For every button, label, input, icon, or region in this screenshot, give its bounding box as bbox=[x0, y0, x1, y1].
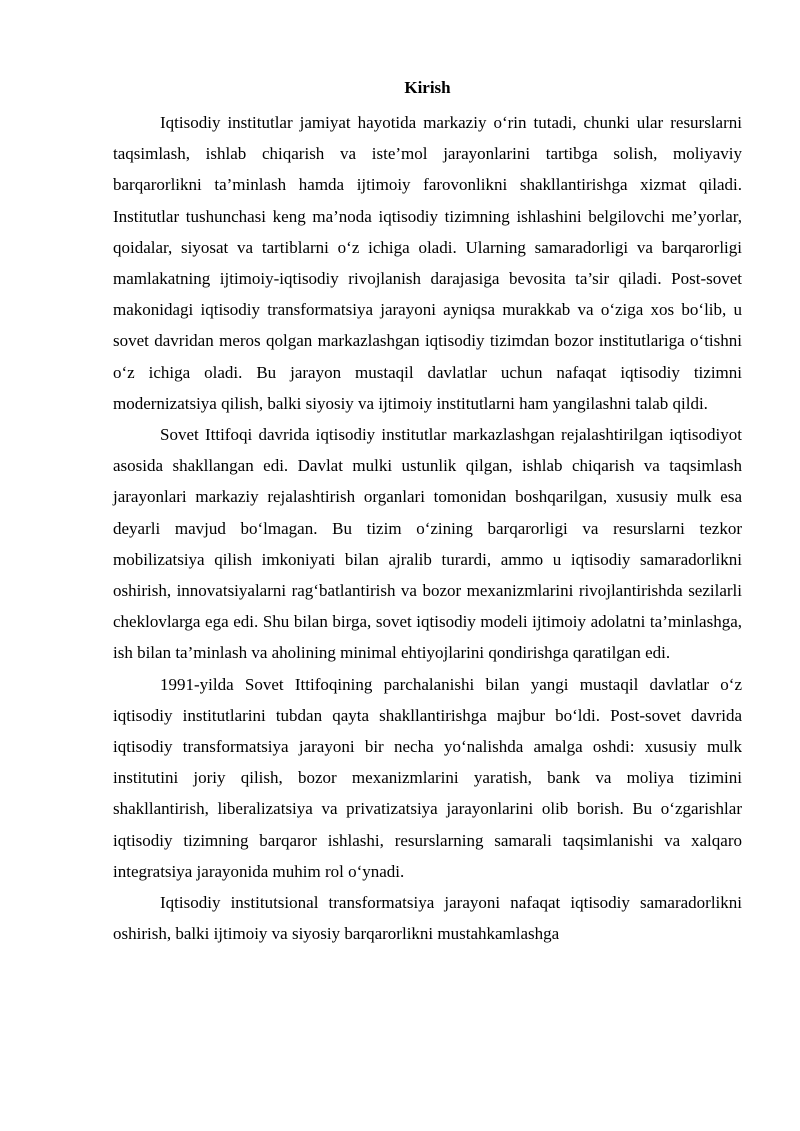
paragraph-2: Sovet Ittifoqi davrida iqtisodiy institutlar markazlashgan rejalashtirilgan iqtisodiyot asosida shakllangan edi. Davlat mulki ustunlik qilgan, ishlab chiqarish va taqsimlash jarayonlari markaziy rejalashtirish organlari tomonidan boshqarilgan, xususiy mulk esa deyarli mavjud bo‘lmagan. Bu tizim o‘zining barqarorligi va resurslarni tezkor mobilizatsiya qilish imkoniyati bilan ajralib turardi, ammo u iqtisodiy samaradorlikni oshirish, innovatsiyalarni rag‘batlantirish va bozor mexanizmlarini rivojlantirishda sezilarli cheklovlarga ega edi. Shu bilan birga, sovet iqtisodiy modeli ijtimoiy adolatni ta’minlashga, ish bilan ta’minlash va aholining minimal ehtiyojlarini qondirishga qaratilgan edi. bbox=[113, 425, 742, 663]
paragraph-3: 1991-yilda Sovet Ittifoqining parchalanishi bilan yangi mustaqil davlatlar o‘z iqtisodiy institutlarini tubdan qayta shakllantirishga majbur bo‘ldi. Post-sovet davrida iqtisodiy transformatsiya jarayoni bir necha yo‘nalishda amalga oshdi: xususiy mulk institutini joriy qilish, bozor mexanizmlarini yaratish, bank va moliya tizimini shakllantirish, liberalizatsiya va privatizatsiya jarayonlarini olib borish. Bu o‘zgarishlar iqtisodiy tizimning barqaror ishlashi, resurslarning samarali taqsimlanishi va xalqaro integratsiya jarayonida muhim rol o‘ynadi. bbox=[113, 674, 742, 881]
paragraph-4: Iqtisodiy institutsional transformatsiya jarayoni nafaqat iqtisodiy samaradorlikni oshirish, balki ijtimoiy va siyosiy barqarorlikni mustahkamlashga bbox=[113, 893, 742, 944]
paragraph-1: Iqtisodiy institutlar jamiyat hayotida markaziy o‘rin tutadi, chunki ular resurslarni taqsimlash, ishlab chiqarish va iste’mol jarayonlarini tartibga solish, moliyaviy barqarorlikni ta’minlash hamda ijtimoiy farovonlikni shakllantirishga xizmat qiladi. Institutlar tushunchasi keng ma’noda iqtisodiy tizimning ishlashini belgilovchi me’yorlar, qoidalar, siyosat va tartiblarni o‘z ichiga oladi. Ularning samaradorligi va barqarorligi mamlakatning ijtimoiy-iqtisodiy rivojlanish darajasiga bevosita ta’sir qiladi. Post-sovet makonidagi iqtisodiy transformatsiya jarayoni ayniqsa murakkab va o‘ziga xos bo‘lib, u sovet davridan meros qolgan markazlashgan iqtisodiy tizimdan bozor institutlariga o‘tishni o‘z ichiga oladi. Bu jarayon mustaqil davlatlar uchun nafaqat iqtisodiy tizimni modernizatsiya qilish, balki siyosiy va ijtimoiy institutlarni ham yangilashni talab qildi. bbox=[113, 113, 742, 413]
section-title: Kirish bbox=[404, 78, 451, 97]
